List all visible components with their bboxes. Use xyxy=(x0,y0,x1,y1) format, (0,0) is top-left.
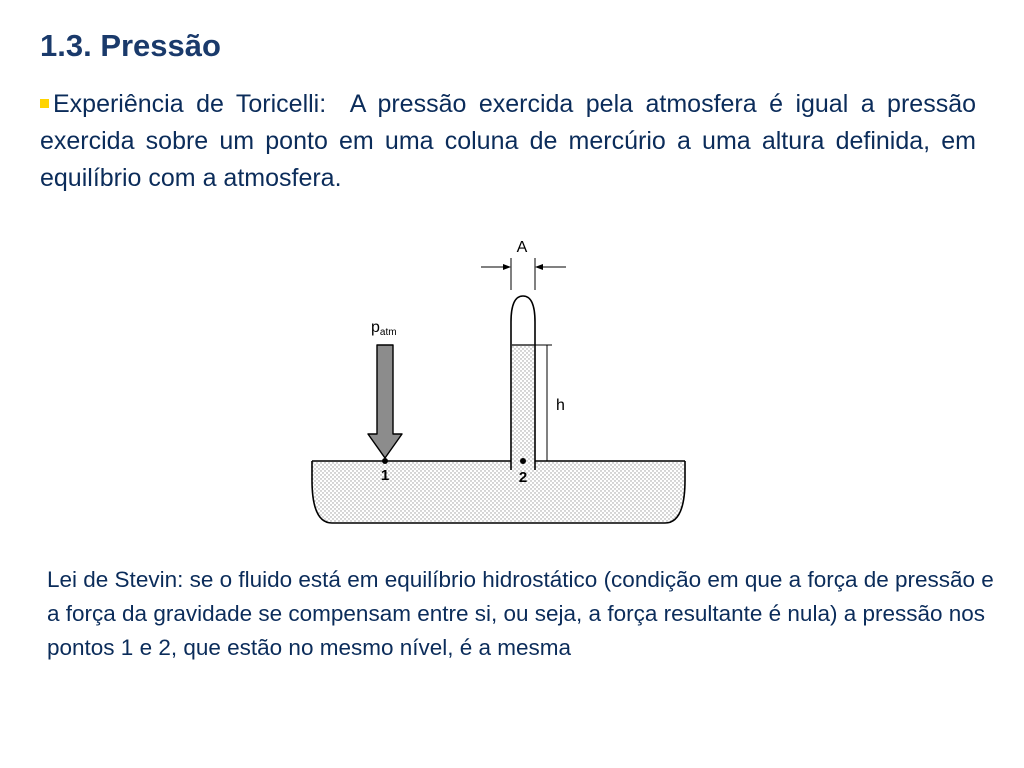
area-arrowhead-right xyxy=(535,264,543,270)
label-patm xyxy=(371,319,397,338)
bullet-text: A pressão exercida pela atmosfera é igual a pressão exercida sobre um ponto em uma coluna de mercúrio a uma altura definida, em equilíbrio com a atmosfera. xyxy=(40,90,977,192)
label-point-2: 2 xyxy=(518,469,528,486)
bullet-paragraph xyxy=(40,86,976,197)
patm-arrow xyxy=(368,345,402,458)
bullet-square-icon xyxy=(40,99,49,108)
area-arrowhead-left xyxy=(503,264,511,270)
label-patm-sub: atm xyxy=(379,327,397,338)
slide-title: 1.3. Pressão xyxy=(40,28,221,63)
mercury-column xyxy=(512,345,534,470)
label-area: A xyxy=(516,239,528,256)
label-height: h xyxy=(556,397,565,414)
label-point-1: 1 xyxy=(380,467,390,484)
point-1-marker xyxy=(382,458,388,464)
torricelli-diagram xyxy=(300,230,700,535)
bullet-label: Experiência de Toricelli: xyxy=(53,90,327,118)
reservoir-fluid xyxy=(312,461,685,523)
stevin-law-text: Lei de Stevin: se o fluido está em equilíbrio hidrostático (condição em que a força de pressão e a força da gravidade se compensam entre si, ou seja, a força resultante é nula) a pressão nos pontos 1 e 2, que estão no mesmo nível, é a mesma xyxy=(47,567,994,660)
point-2-marker xyxy=(520,458,526,464)
label-patm-main: p xyxy=(371,319,380,336)
